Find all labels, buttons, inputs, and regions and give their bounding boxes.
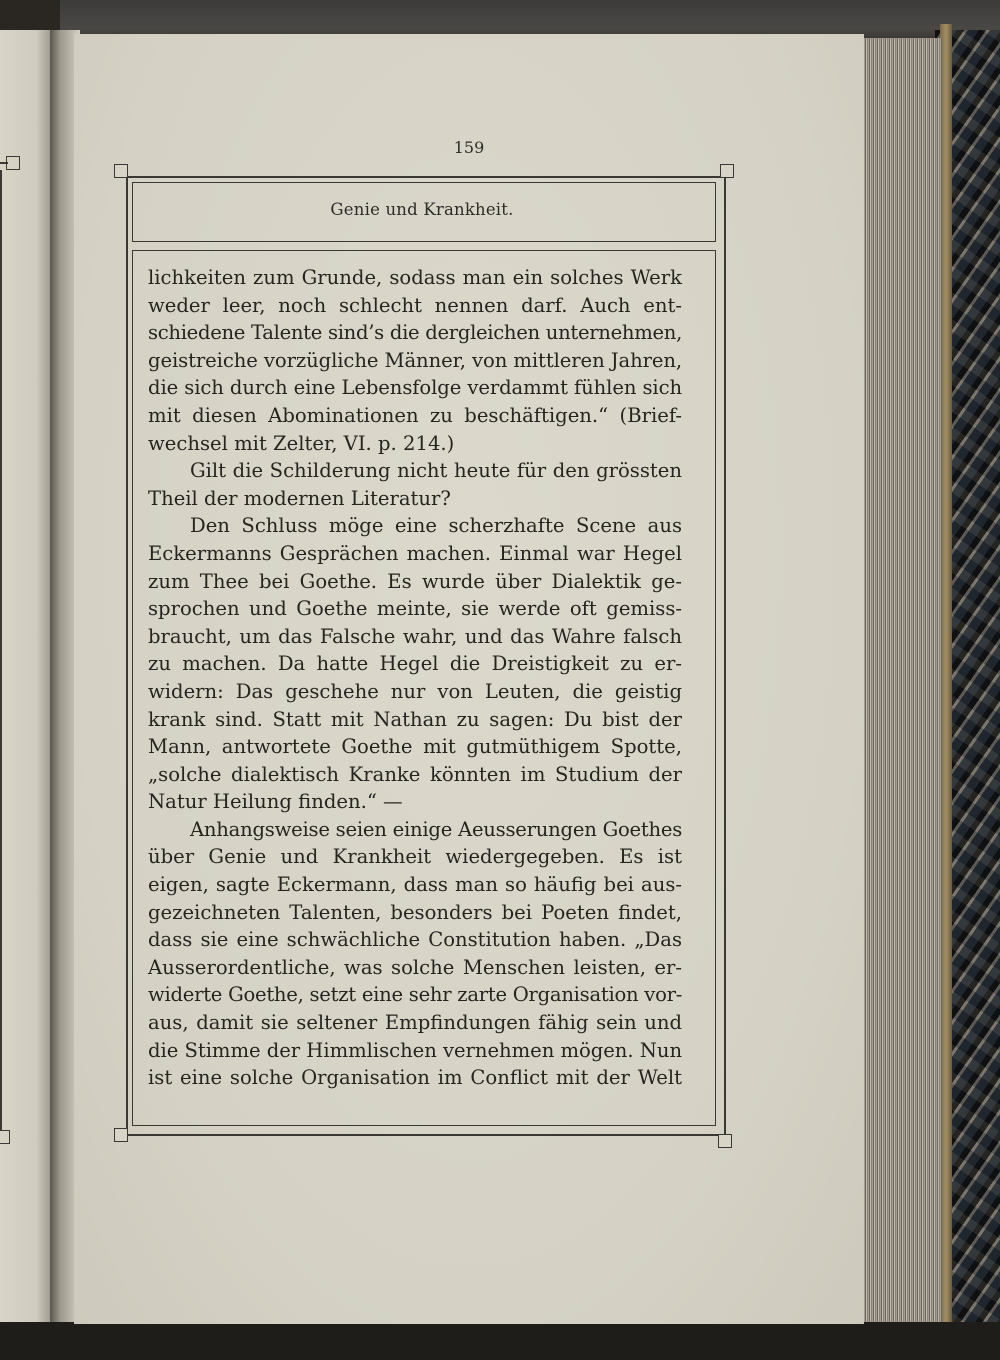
- text-line: Anhangsweise seien einige Aeusserungen Goethes: [190, 817, 683, 841]
- left-page-rule: [0, 170, 2, 1130]
- page-edges: [858, 38, 942, 1323]
- text-line: krank sind. Statt mit Nathan zu sagen: Du bist der: [148, 707, 682, 731]
- text-line: lichkeiten zum Grunde, sodass man ein solches Werk: [148, 266, 682, 289]
- text-line: eigen, sagte Eckermann, dass man so häufig bei aus-: [148, 873, 682, 897]
- running-head: Genie und Krankheit.: [330, 200, 514, 219]
- text-line: widern: Das geschehe nur von Leuten, die geistig: [148, 679, 682, 703]
- text-line: Theil der modernen Literatur?: [148, 486, 451, 510]
- left-facing-page: [0, 30, 52, 1322]
- text-line: Eckermanns Gesprächen machen. Einmal war Hegel: [148, 541, 682, 565]
- corner-ornament-bottom-right: [718, 1134, 732, 1148]
- left-page-corner-ornament: [0, 1130, 10, 1144]
- text-line: mit diesen Abominationen zu beschäftigen.“ (Brief-: [148, 403, 682, 427]
- corner-ornament-bottom-left: [114, 1128, 128, 1142]
- text-line: geistreiche vorzügliche Männer, von mittleren Jahren,: [148, 348, 683, 372]
- text-line: Den Schluss möge eine scherzhafte Scene aus: [190, 514, 682, 538]
- book-cover-bottom: [0, 1322, 1000, 1360]
- text-line: schiedene Talente sind’s die dergleichen unternehmen,: [148, 321, 682, 345]
- page-frame: [120, 170, 724, 1142]
- corner-ornament-top-left: [114, 164, 128, 178]
- frame-right-rule: [724, 176, 726, 1142]
- text-line: braucht, um das Falsche wahr, und das Wahre falsch: [148, 624, 682, 648]
- text-line: über Genie und Krankheit wiedergegeben. Es ist: [148, 845, 682, 869]
- text-line: die Stimme der Himmlischen vernehmen mögen. Nun: [148, 1038, 683, 1062]
- text-line: Natur Heilung finden.“ —: [148, 790, 403, 814]
- text-line: dass sie eine schwächliche Constitution haben. „Das: [148, 928, 682, 952]
- text-line: aus, damit sie seltener Empfindungen fähig sein und: [148, 1011, 682, 1035]
- text-line: Gilt die Schilderung nicht heute für den grössten: [190, 459, 682, 483]
- book-page: [74, 34, 864, 1324]
- text-line: weder leer, noch schlecht nennen darf. Auch ent-: [148, 293, 682, 317]
- text-line: die sich durch eine Lebensfolge verdammt fühlen sich: [148, 376, 682, 400]
- corner-ornament-top-right: [720, 164, 734, 178]
- body-text: [148, 264, 682, 1092]
- text-line: Ausserordentliche, was solche Menschen leisten, er-: [148, 955, 682, 979]
- left-page-corner-ornament: [6, 156, 20, 170]
- text-line: zu machen. Da hatte Hegel die Dreistigkeit zu er-: [148, 652, 682, 676]
- text-line: Mann, antwortete Goethe mit gutmüthigem Spotte,: [148, 735, 682, 759]
- frame-bottom-rule: [120, 1134, 732, 1136]
- text-line: gezeichneten Talenten, besonders bei Poeten findet,: [148, 900, 682, 924]
- page-number: 159: [453, 138, 485, 157]
- text-line: zum Thee bei Goethe. Es wurde über Dialektik ge-: [148, 569, 682, 593]
- frame-top-rule: [120, 176, 732, 178]
- text-line: wechsel mit Zelter, VI. p. 214.): [148, 431, 455, 455]
- text-line: sprochen und Goethe meinte, sie werde oft gemiss-: [148, 597, 682, 621]
- text-line: ist eine solche Organisation im Conflict mit der Welt: [148, 1066, 682, 1090]
- frame-left-rule: [126, 170, 128, 1140]
- text-line: widerte Goethe, setzt eine sehr zarte Organisation vor-: [148, 983, 683, 1007]
- text-line: „solche dialektisch Kranke könnten im Studium der: [148, 762, 682, 786]
